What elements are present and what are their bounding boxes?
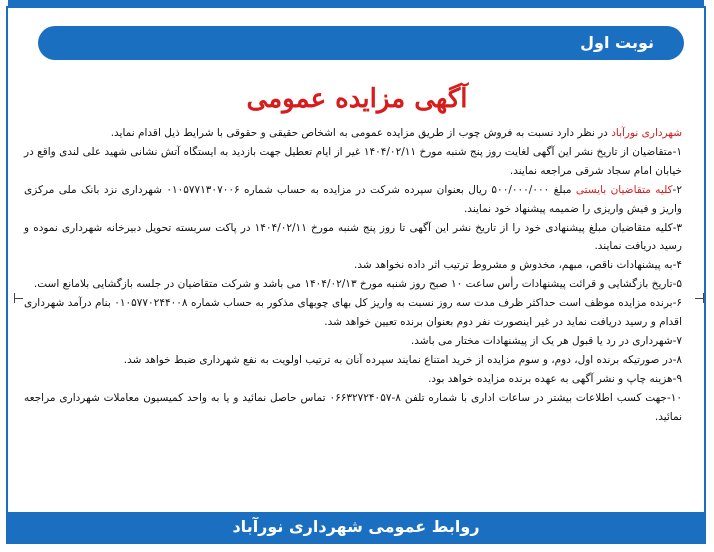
notice-title: آگهی مزایده عمومی bbox=[246, 84, 468, 114]
condition-item: ۷-شهرداری در رد یا قبول هر یک از پیشنهادات مختار می باشد. bbox=[410, 334, 682, 347]
condition-item: ۹-هزینه چاپ و نشر آگهی به عهده برنده مزایده خواهد بود. bbox=[428, 372, 682, 385]
condition-item: ۲-کلیه متقاضیان بایستی مبلغ ۵۰۰/۰۰۰/۰۰۰ ریال بعنوان سپرده شرکت در مزایده به حساب شماره ۰۱۰۵۷۷۱۳۰۷۰۰۶ شهرداری نزد بانک ملی مرکزی واریز و فیش واریزی را ضمیمه پیشنهاد خود نمایند. bbox=[24, 183, 682, 215]
intro-paragraph bbox=[24, 124, 682, 143]
right-crop-mark bbox=[693, 293, 704, 303]
intro-text: در نظر دارد نسبت به فروش چوب از طریق مزایده عمومی به اشخاص حقیقی و حقوقی با شرایط ذیل اقدام نماید. bbox=[110, 127, 612, 139]
condition-item: ۴-به پیشنهادات ناقص، مبهم، مخدوش و مشروط ترتیب اثر داده نخواهد شد. bbox=[354, 259, 682, 272]
condition-item: ۱-متقاضیان از تاریخ نشر این آگهی لغایت روز پنج شنبه مورخ ۱۴۰۴/۰۲/۱۱ غیر از ایام تعطیل جهت بازدید به ایستگاه آتش نشانی شهید علی لندی واقع در خیابان امام سجاد شرقی مراجعه نمایند. bbox=[24, 145, 682, 177]
header-label: نوبت اول bbox=[580, 33, 654, 52]
municipality-name: شهرداری نورآباد bbox=[611, 127, 682, 139]
footer-label: روابط عمومی شهرداری نورآباد bbox=[232, 517, 480, 536]
header-bar bbox=[38, 26, 684, 60]
condition-item: ۱۰-جهت کسب اطلاعات بیشتر در ساعات اداری با شماره تلفن ۸-۰۶۶۳۲۷۲۴۰۵۷ تماس حاصل نمائید و یا به واحد کمیسیون معاملات شهرداری مراجعه نمائید. bbox=[24, 391, 683, 423]
footer-bar bbox=[8, 512, 704, 542]
condition-item: ۶-برنده مزایده موظف است حداکثر ظرف مدت سه روز نسبت به واریز کل بهای چوبهای مذکور به حساب شماره ۰۱۰۵۷۷۰۲۴۴۰۰۸ بنام درآمد شهرداری اقدام و رسید دریافت نماید در غیر اینصورت نفر دوم بعنوان برنده تعیین خواهد شد. bbox=[24, 297, 683, 329]
condition-item: ۵-تاریخ بازگشایی و قرائت پیشنهادات رأس ساعت ۱۰ صبح روز شنبه مورخ ۱۴۰۴/۰۲/۱۳ می باشد و شرکت متقاضیان در جلسه بازگشایی بلامانع است. bbox=[33, 278, 682, 291]
condition-item: ۳-کلیه متقاضیان مبلغ پیشنهادی خود را از تاریخ نشر این آگهی تا روز پنج شنبه مورخ ۱۴۰۴/۰۲/۱۱ در پاکت سربسته تحویل دبیرخانه شهرداری نموده و رسید دریافت نمایند. bbox=[24, 221, 682, 253]
notice-body bbox=[24, 124, 682, 427]
condition-item: ۸-در صورتیکه برنده اول، دوم، و سوم مزایده از خرید امتناع نمایند سپرده آنان به ترتیب اولویت به نفع شهرداری ضبط خواهد شد. bbox=[123, 353, 682, 366]
